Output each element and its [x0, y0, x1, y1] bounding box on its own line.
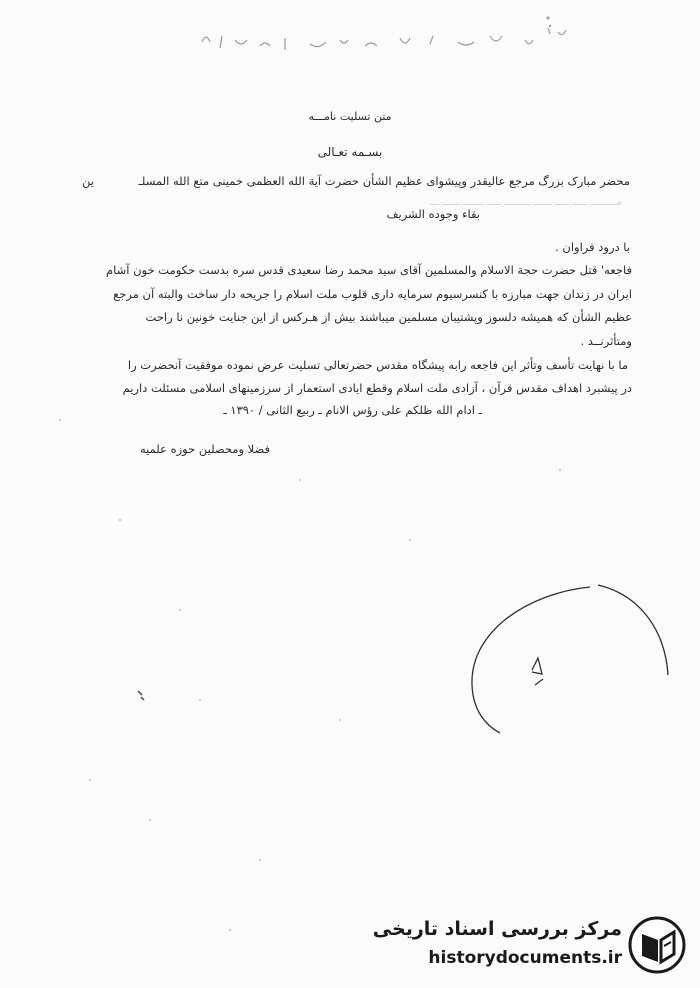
body-line: ومتأثرنــد .: [580, 334, 632, 348]
address-line-1: محضر مبارک بزرگ مرجع عالیقدر وپیشوای عظیم الشأن حضرت آیة الله العظمی خمینی متع الله المسلـ: [138, 174, 630, 188]
watermark-url[interactable]: historydocuments.ir: [428, 948, 622, 968]
signature-stamp-arc: [440, 575, 700, 735]
book-emblem-icon: [628, 916, 686, 974]
body-line: فاجعه' قتل حضرت حجة الاسلام والمسلمین آقای سید محمد رضا سعیدی قدس سره بدست حکومت خون آشام: [106, 263, 632, 277]
condolence-line: ما با نهایت تأسف وتأثر این فاجعه رابه پیشگاه مقدس حضرتعالی تسلیت عرض نموده موفقیت آنحضرت را: [127, 358, 628, 372]
condolence-line: ـ ادام الله ظلکم علی رؤس الانام ـ ربیع الثانی / ۱۳۹۰ ـ: [223, 403, 482, 417]
body-line: عظیم الشأن که همیشه دلسوز وپشتیبان مسلمین میباشند بیش از هـرکس از این جنایت خونین نا راحت: [145, 310, 632, 324]
watermark-title: مرکز بررسی اسناد تاریخی: [372, 918, 622, 940]
greeting-line: با درود فراوان .: [555, 240, 630, 254]
address-line-1-end: ین: [82, 174, 94, 188]
archive-watermark: [372, 912, 686, 976]
bismillah-heading: بسـمه تعـالی: [317, 145, 383, 159]
address-line-3: بقاء وجوده الشریف: [386, 207, 480, 221]
address-line-2-faint: مـــــــــ ـــــ ـــــ ــــــ ـــــــــ ـــــ ـــــــ ــــــ ـــ: [430, 197, 622, 208]
signatory-line: فضلا ومحصلین حوزه علمیه: [139, 442, 270, 456]
document-title: متن تسلیت نامـــه: [308, 110, 392, 123]
body-line: ایران در زندان جهت مبارزه با کنسرسیوم سرمایه داری قلوب ملت اسلام را جریحه دار ساخت والبته آن مرجع: [113, 287, 632, 301]
faint-header-markings: [190, 10, 590, 60]
condolence-line: در پیشبرد اهداف مقدس قرآن ، آزادی ملت اسلام وقطع ایادی استعمار از سرزمینهای اسلامی مسئلت داریم: [122, 381, 632, 395]
ink-mark: [135, 688, 149, 702]
